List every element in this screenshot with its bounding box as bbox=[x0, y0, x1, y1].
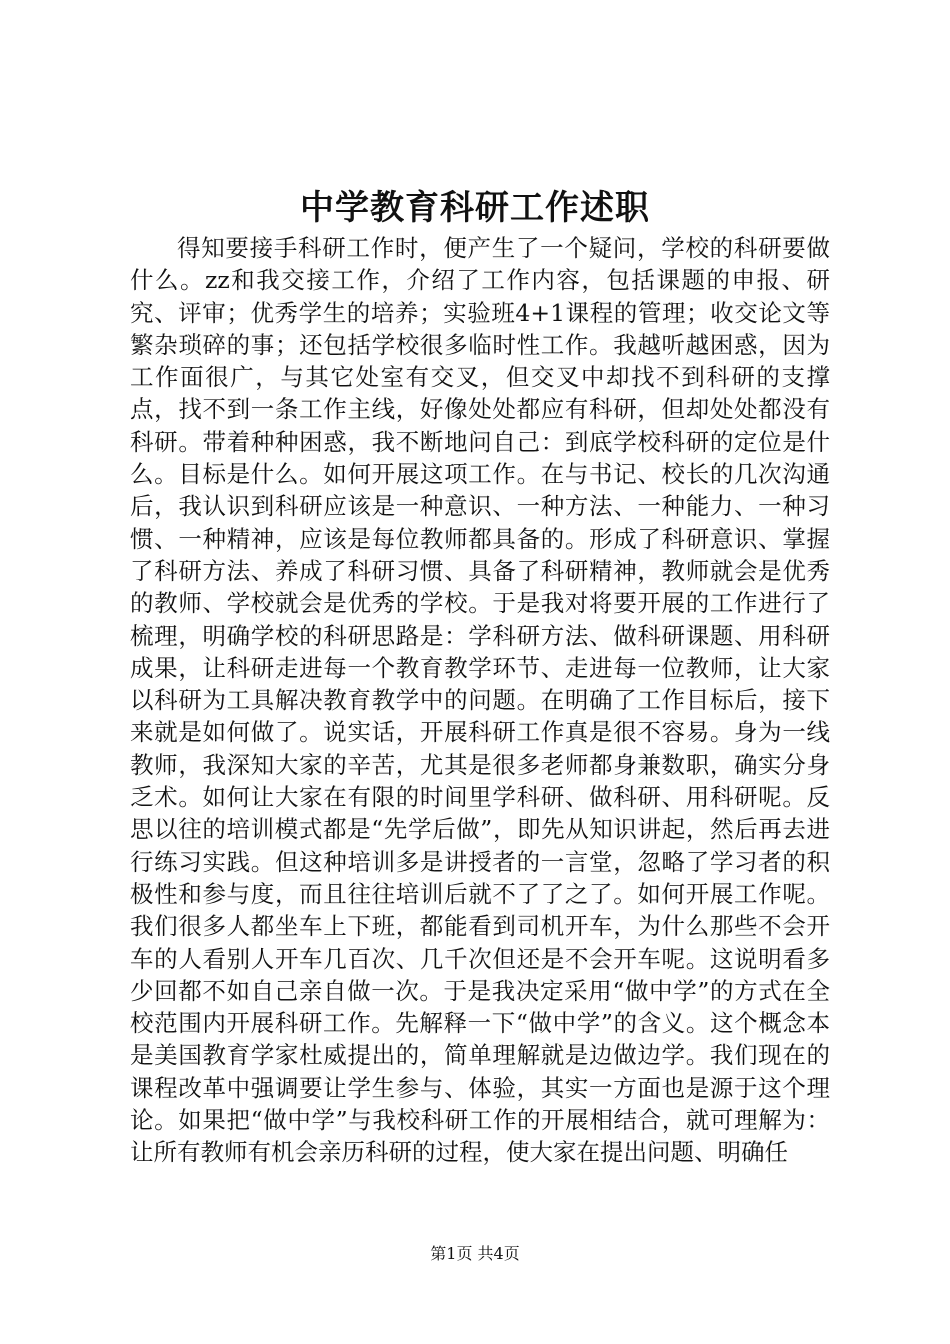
document-body-paragraph: 得知要接手科研工作时，便产生了一个疑问，学校的科研要做什么。zz和我交接工作，介绍了工作内容，包括课题的申报、研究、评审；优秀学生的培养；实验班4+1课程的管理；收交论文等繁杂琐碎的事；还包括学校很多临时性工作。我越听越困惑，因为工作面很广，与其它处室有交叉，但交叉中却找不到科研的支撑点，找不到一条工作主线，好像处处都应有科研，但却处处都没有科研。带着种种困惑，我不断地问自己：到底学校科研的定位是什么。目标是什么。如何开展这项工作。在与书记、校长的几次沟通后，我认识到科研应该是一种意识、一种方法、一种能力、一种习惯、一种精神，应该是每位教师都具备的。形成了科研意识、掌握了科研方法、养成了科研习惯、具备了科研精神，教师就会是优秀的教师、学校就会是优秀的学校。于是我对将要开展的工作进行了梳理，明确学校的科研思路是：学科研方法、做科研课题、用科研成果，让科研走进每一个教育教学环节、走进每一位教师，让大家以科研为工具解决教育教学中的问题。在明确了工作目标后，接下来就是如何做了。说实话，开展科研工作真是很不容易。身为一线教师，我深知大家的辛苦，尤其是很多老师都身兼数职，确实分身乏术。如何让大家在有限的时间里学科研、做科研、用科研呢。反思以往的培训模式都是“先学后做”，即先从知识讲起，然后再去进行练习实践。但这种培训多是讲授者的一言堂，忽略了学习者的积极性和参与度，而且往往培训后就不了了之了。如何开展工作呢。我们很多人都坐车上下班，都能看到司机开车，为什么那些不会开车的人看别人开车几百次、几千次但还是不会开车呢。这说明看多少回都不如自己亲自做一次。于是我决定采用“做中学”的方式在全校范围内开展科研工作。先解释一下“做中学”的含义。这个概念本是美国教育学家杜威提出的，简单理解就是边做边学。我们现在的课程改革中强调要让学生参与、体验，其实一方面也是源于这个理论。如果把“做中学”与我校科研工作的开展相结合，就可理解为：让所有教师有机会亲历科研的过程，使大家在提出问题、明确任 bbox=[130, 234, 830, 1167]
document-title: 中学教育科研工作述职 bbox=[300, 188, 650, 228]
page-number-footer: 第1页 共4页 bbox=[430, 1244, 520, 1263]
